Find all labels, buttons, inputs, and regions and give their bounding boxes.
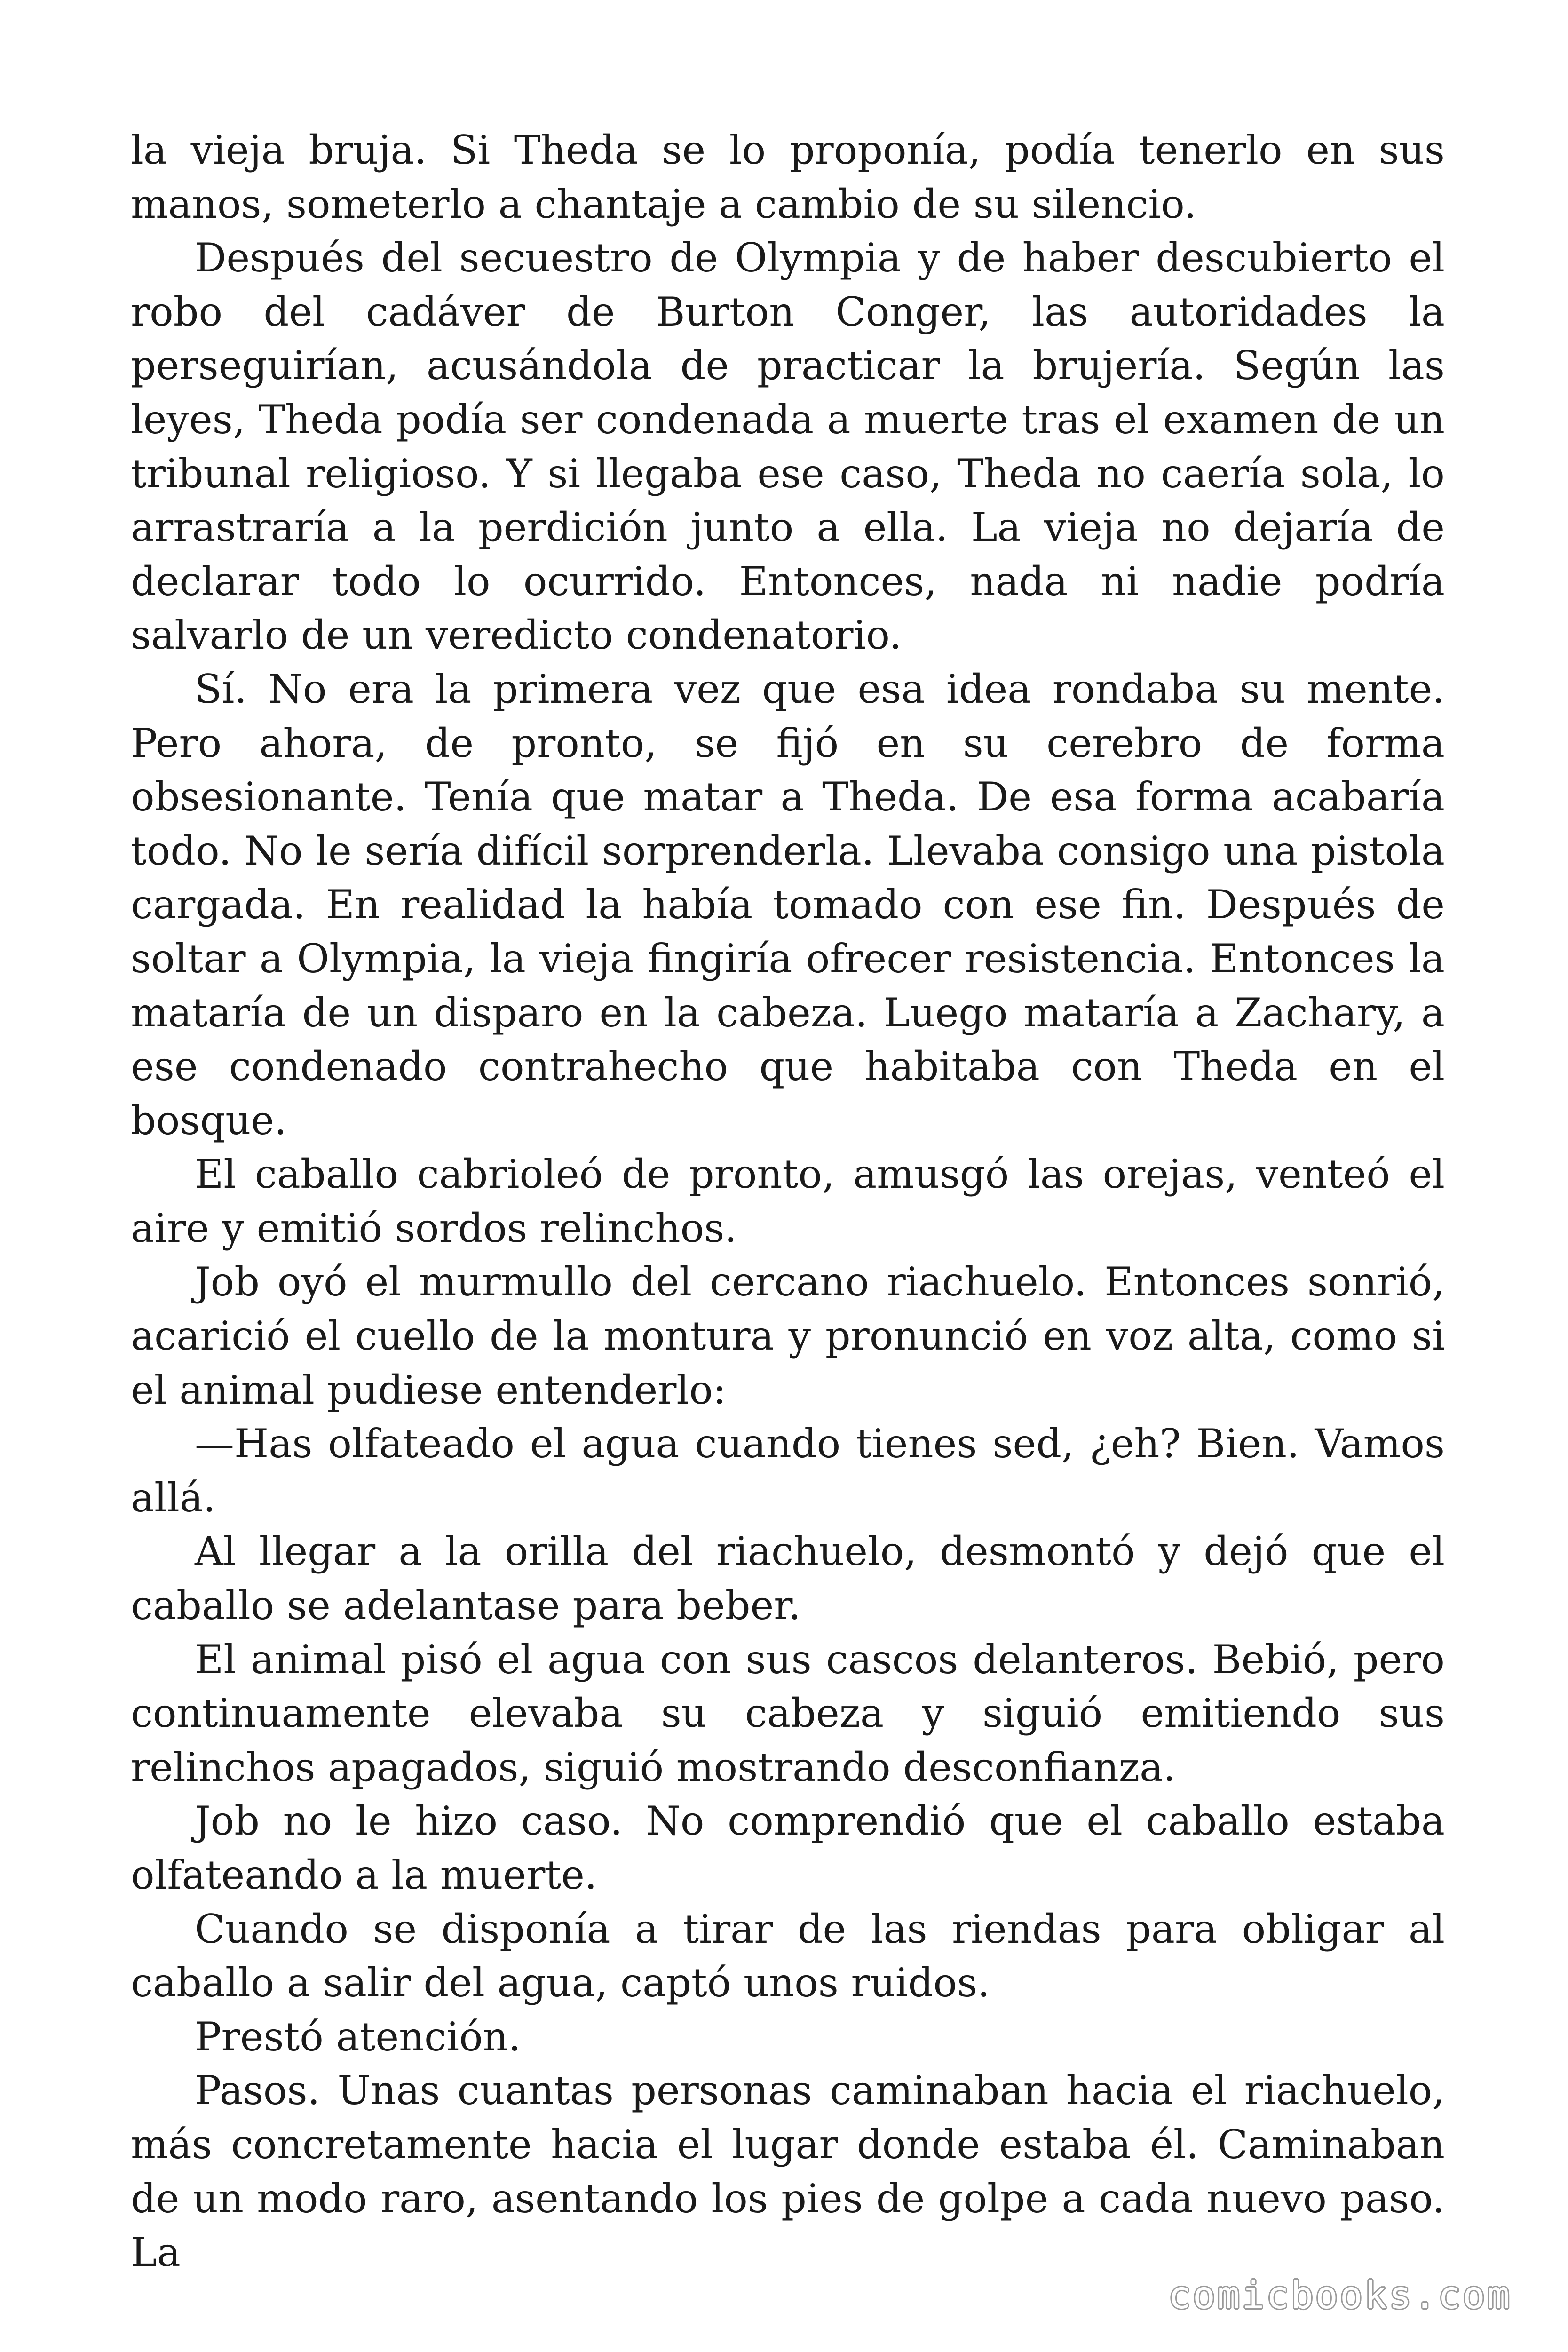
paragraph: Al llegar a la orilla del riachuelo, desmontó y dejó que el caballo se adelantase para beber. (131, 1528, 1445, 1629)
paragraph: El animal pisó el agua con sus cascos delanteros. Bebió, pero continuamente elevaba su cabeza y siguió emitiendo sus relinchos apagados, siguió mostrando desconfianza. (131, 1636, 1445, 1790)
paragraph: la vieja bruja. Si Theda se lo proponía, podía tenerlo en sus manos, someterlo a chantaje a cambio de su silencio. (131, 127, 1445, 227)
paragraph: Sí. No era la primera vez que esa idea rondaba su mente. Pero ahora, de pronto, se fijó en su cerebro de forma obsesionante. Tenía que matar a Theda. De esa forma acabaría todo. No le sería difícil sorprenderla. Llevaba consigo una pistola cargada. En realidad la había tomado con ese fin. Después de soltar a Olympia, la vieja fingiría ofrecer resistencia. Entonces la mataría de un disparo en la cabeza. Luego mataría a Zachary, a ese condenado contrahecho que habitaba con Theda en el bosque. (131, 666, 1445, 1144)
paragraph: —Has olfateado el agua cuando tienes sed, ¿eh? Bien. Vamos allá. (131, 1421, 1445, 1521)
paragraph: Después del secuestro de Olympia y de haber descubierto el robo del cadáver de Burton Conger, las autoridades la perseguirían, acusándola de practicar la brujería. Según las leyes, Theda podía ser condenada a muerte tras el examen de un tribunal religioso. Y si llegaba ese caso, Theda no caería sola, lo arrastraría a la perdición junto a ella. La vieja no dejaría de declarar todo lo ocurrido. Entonces, nada ni nadie podría salvarlo de un veredicto condenatorio. (131, 235, 1445, 659)
paragraph: Job oyó el murmullo del cercano riachuelo. Entonces sonrió, acarició el cuello de la montura y pronunció en voz alta, como si el animal pudiese entenderlo: (131, 1259, 1445, 1413)
paragraph: Job no le hizo caso. No comprendió que el caballo estaba olfateando a la muerte. (131, 1798, 1445, 1898)
paragraph: El caballo cabrioleó de pronto, amusgó las orejas, venteó el aire y emitió sordos relinchos. (131, 1151, 1445, 1251)
watermark: comicbooks.com (1168, 2273, 1512, 2317)
paragraph: Cuando se disponía a tirar de las riendas para obligar al caballo a salir del agua, captó unos ruidos. (131, 1906, 1445, 2006)
paragraph: Pasos. Unas cuantas personas caminaban hacia el riachuelo, más concretamente hacia el lugar donde estaba él. Caminaban de un modo raro, asentando los pies de golpe a cada nuevo paso. La (131, 2067, 1445, 2276)
body-text (131, 123, 1445, 2280)
paragraph: Prestó atención. (195, 2013, 521, 2060)
